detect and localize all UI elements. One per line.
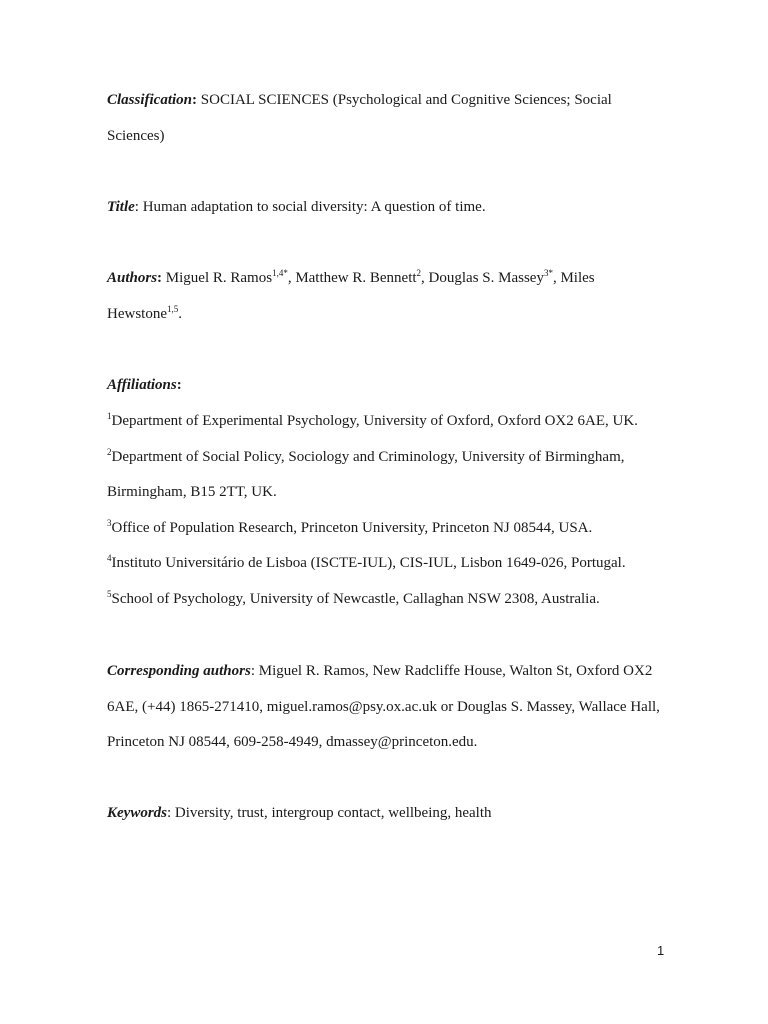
- corresponding-line-1: [107, 661, 652, 681]
- classification-label: Classification: [107, 92, 193, 108]
- corresponding-text: Miguel R. Ramos, New Radcliffe House, Walton St, Oxford OX2: [254, 663, 653, 679]
- affiliation-text: Department of Social Policy, Sociology and Criminology, University of Birmingham,: [111, 449, 625, 465]
- corresponding-line-3: [107, 732, 477, 752]
- keywords-colon: :: [167, 805, 172, 821]
- classification-line-1: [107, 90, 612, 110]
- classification-text: SOCIAL SCIENCES (Psychological and Cognitive Sciences; Social: [197, 92, 612, 108]
- page-number: 1: [657, 943, 665, 958]
- author-name: , Miles: [552, 270, 595, 286]
- affiliation-item: [107, 411, 638, 431]
- affiliations-heading: [107, 375, 182, 395]
- corresponding-text: Princeton NJ 08544, 609-258-4949, dmassey@princeton.edu.: [107, 734, 478, 750]
- authors-label: Authors: [107, 270, 158, 286]
- affiliation-text-cont: Birmingham, B15 2TT, UK.: [107, 484, 277, 500]
- corresponding-label: Corresponding authors: [107, 663, 251, 679]
- authors-line-2: [107, 304, 182, 324]
- author-affiliation-marker: 1,4*: [272, 268, 288, 278]
- author-name: Miguel R. Ramos: [162, 270, 273, 286]
- corresponding-colon: :: [250, 663, 255, 679]
- author-name: , Douglas S. Massey: [421, 270, 544, 286]
- title-text: Human adaptation to social diversity: A question of time.: [138, 199, 486, 215]
- keywords-text: Diversity, trust, intergroup contact, wellbeing, health: [171, 805, 492, 821]
- keywords-line: [107, 803, 492, 823]
- affiliations-colon: :: [176, 377, 182, 393]
- affiliation-text: Instituto Universitário de Lisboa (ISCTE-IUL), CIS-IUL, Lisbon 1649-026, Portugal.: [111, 555, 626, 571]
- affiliation-number: 2: [107, 447, 112, 457]
- corresponding-text: 6AE, (+44) 1865-271410, miguel.ramos@psy.ox.ac.uk or Douglas S. Massey, Wallace Hall,: [107, 699, 660, 715]
- affiliation-item: [107, 447, 625, 467]
- authors-colon: :: [157, 270, 163, 286]
- affiliation-text: Office of Population Research, Princeton University, Princeton NJ 08544, USA.: [111, 520, 593, 536]
- affiliation-number: 5: [107, 589, 112, 599]
- corresponding-line-2: [107, 697, 660, 717]
- affiliation-text: Department of Experimental Psychology, University of Oxford, Oxford OX2 6AE, UK.: [111, 413, 638, 429]
- affiliation-item: [107, 518, 592, 538]
- affiliation-number: 3: [107, 518, 112, 528]
- affiliation-item-cont: [107, 482, 277, 502]
- author-name: , Matthew R. Bennett: [287, 270, 417, 286]
- authors-end: .: [178, 306, 182, 322]
- affiliations-label: Affiliations: [107, 377, 177, 393]
- title-colon: :: [134, 199, 139, 215]
- classification-line-2: [107, 126, 164, 146]
- affiliation-number: 4: [107, 553, 112, 563]
- affiliation-text: School of Psychology, University of Newcastle, Callaghan NSW 2308, Australia.: [111, 591, 600, 607]
- affiliation-item: [107, 589, 600, 609]
- authors-line-1: [107, 268, 595, 288]
- author-affiliation-marker: 2: [416, 268, 422, 278]
- title-line: [107, 197, 486, 217]
- classification-colon: :: [192, 92, 198, 108]
- keywords-label: Keywords: [107, 805, 167, 821]
- affiliation-number: 1: [107, 411, 112, 421]
- title-label: Title: [107, 199, 135, 215]
- affiliation-item: [107, 553, 626, 573]
- author-affiliation-marker: 3*: [543, 268, 553, 278]
- author-affiliation-marker: 1,5: [167, 304, 179, 314]
- classification-text-cont: Sciences): [107, 128, 165, 144]
- author-name: Hewstone: [107, 306, 167, 322]
